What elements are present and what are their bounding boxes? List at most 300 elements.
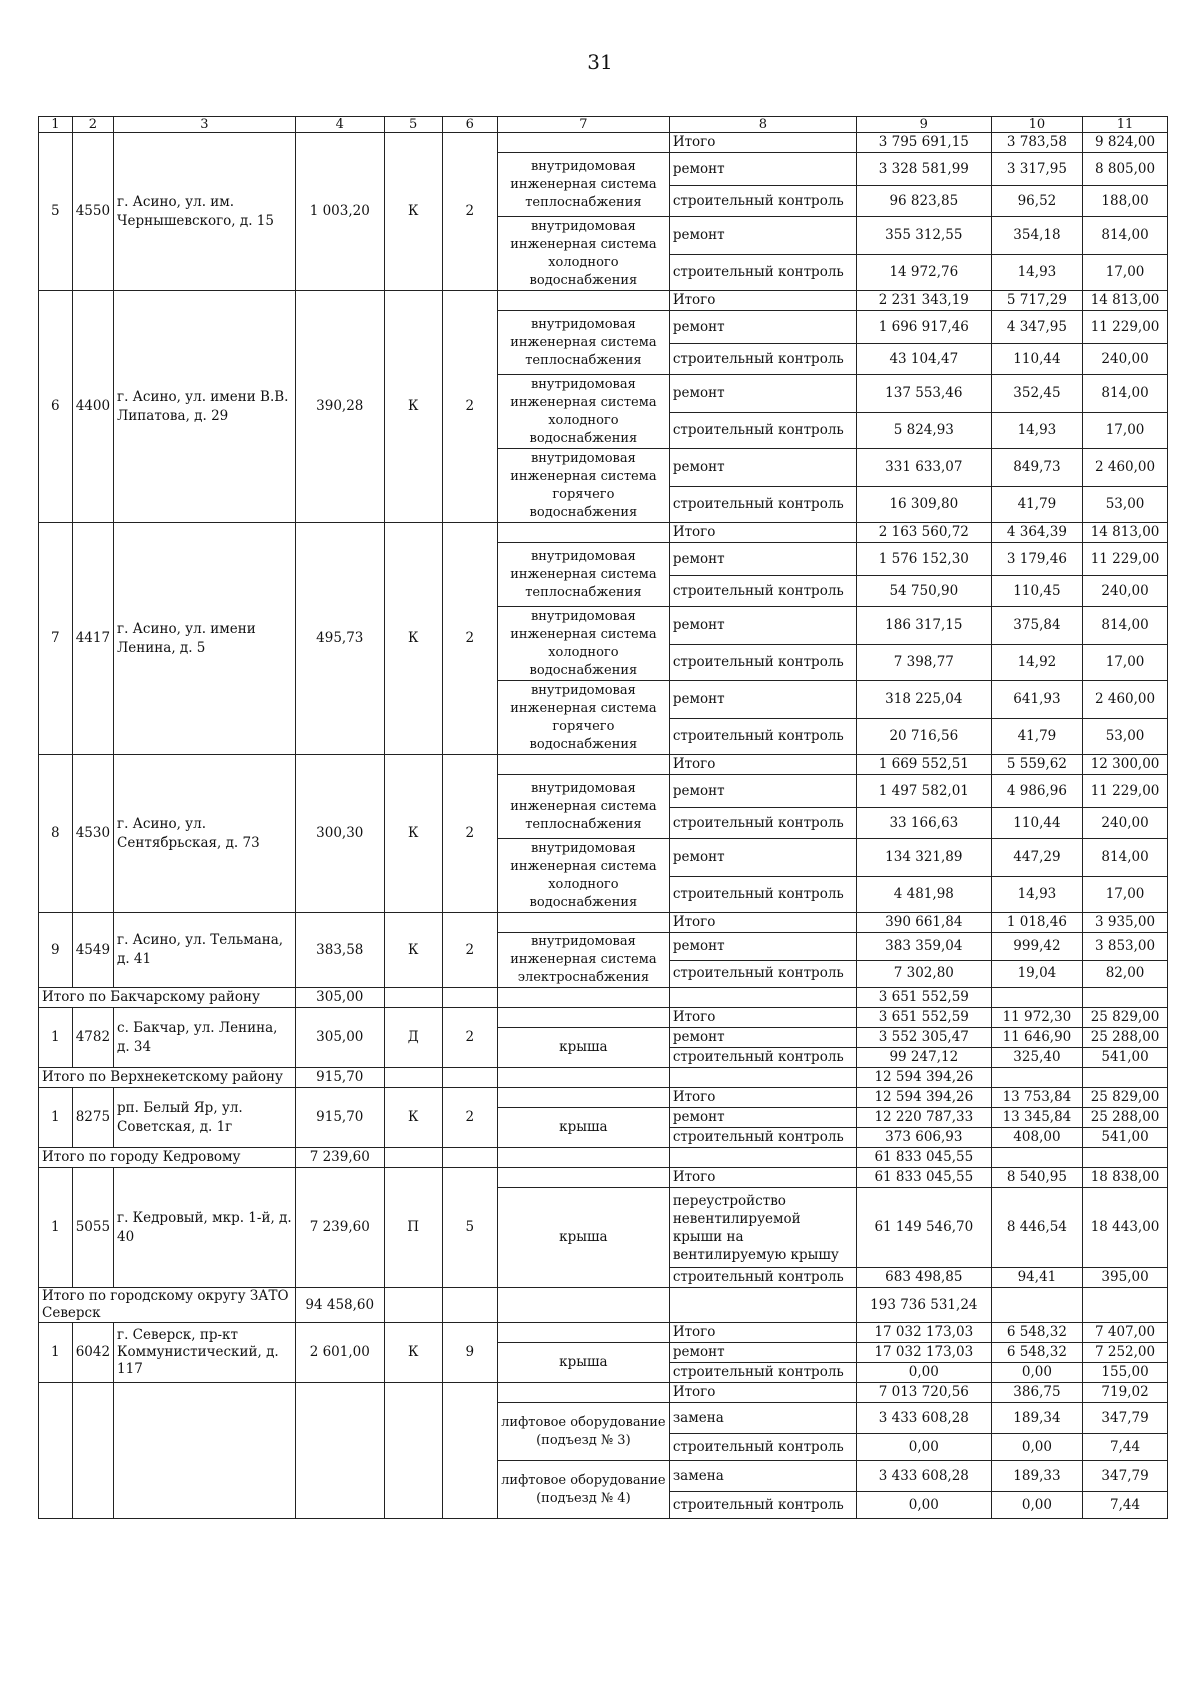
item-label: Итого [669,913,856,933]
table-cell [1083,1288,1168,1323]
item-label: ремонт [669,681,856,719]
limit-cost-cell: 3 935,00 [1083,913,1168,933]
unit-cost-cell: 13 345,84 [991,1108,1082,1128]
item-label: строительный контроль [669,719,856,755]
limit-cost-cell: 541,00 [1083,1048,1168,1068]
unit-cost-cell: 14,93 [991,413,1082,449]
house-area: 495,73 [295,523,384,755]
unit-cost-cell: 110,45 [991,576,1082,607]
house-type: К [384,913,442,988]
work-type-cell: внутридомовая инженерная система холодного водоснабжения [497,607,669,681]
limit-cost-cell: 25 288,00 [1083,1108,1168,1128]
house-total-row [39,133,1168,153]
unit-cost-cell: 8 446,54 [991,1188,1082,1268]
house-address: г. Асино, ул. Сентябрьская, д. 73 [114,755,296,913]
house-area: 1 003,20 [295,133,384,291]
item-label: Итого [669,1168,856,1188]
column-number: 4 [295,117,384,133]
row-number: 1 [39,1008,73,1068]
amount-cell: 331 633,07 [856,449,991,487]
table-cell [991,1288,1082,1323]
column-number: 7 [497,117,669,133]
unit-cost-cell: 110,44 [991,808,1082,839]
column-number-row [39,117,1168,133]
house-type: К [384,133,442,291]
house-total-row [39,291,1168,311]
unit-cost-cell: 375,84 [991,607,1082,645]
house-type: К [384,755,442,913]
work-type-cell [497,291,669,311]
house-code: 4550 [72,133,113,291]
limit-cost-cell: 7 252,00 [1083,1343,1168,1363]
amount-cell: 2 163 560,72 [856,523,991,543]
table-cell [497,1068,669,1088]
item-label: Итого [669,755,856,775]
item-label: Итого [669,133,856,153]
unit-cost-cell: 6 548,32 [991,1323,1082,1343]
column-number: 1 [39,117,73,133]
item-label: строительный контроль [669,645,856,681]
work-type-cell [497,1323,669,1343]
amount-cell: 134 321,89 [856,839,991,877]
table-cell [384,988,442,1008]
limit-cost-cell: 719,02 [1083,1383,1168,1403]
item-label: Итого [669,1008,856,1028]
unit-cost-cell: 11 646,90 [991,1028,1082,1048]
unit-cost-cell: 14,93 [991,255,1082,291]
item-label: замена [669,1461,856,1492]
house-code: 4400 [72,291,113,523]
limit-cost-cell: 188,00 [1083,186,1168,217]
unit-cost-cell: 14,93 [991,877,1082,913]
limit-cost-cell: 11 229,00 [1083,311,1168,344]
amount-cell: 3 651 552,59 [856,1008,991,1028]
house-type: К [384,291,442,523]
house-area: 383,58 [295,913,384,988]
house-total-row [39,1323,1168,1343]
district-sum: 193 736 531,24 [856,1288,991,1323]
row-number: 8 [39,755,73,913]
limit-cost-cell: 3 853,00 [1083,933,1168,961]
amount-cell: 3 552 305,47 [856,1028,991,1048]
table-cell [442,1288,497,1323]
unit-cost-cell: 0,00 [991,1363,1082,1383]
unit-cost-cell: 5 559,62 [991,755,1082,775]
unit-cost-cell: 5 717,29 [991,291,1082,311]
amount-cell: 96 823,85 [856,186,991,217]
limit-cost-cell: 814,00 [1083,839,1168,877]
table-cell [497,1288,669,1323]
amount-cell: 2 231 343,19 [856,291,991,311]
empty-cell [295,1383,384,1519]
item-label: ремонт [669,775,856,808]
unit-cost-cell: 189,33 [991,1461,1082,1492]
house-total-row [39,1088,1168,1108]
amount-cell: 0,00 [856,1363,991,1383]
house-area: 390,28 [295,291,384,523]
district-total-row [39,988,1168,1008]
item-label: ремонт [669,839,856,877]
unit-cost-cell: 4 364,39 [991,523,1082,543]
district-area: 915,70 [295,1068,384,1088]
item-label: Итого [669,291,856,311]
amount-cell: 12 594 394,26 [856,1088,991,1108]
item-label: строительный контроль [669,1128,856,1148]
limit-cost-cell: 240,00 [1083,808,1168,839]
item-label: строительный контроль [669,1268,856,1288]
column-number: 11 [1083,117,1168,133]
item-label: Итого [669,523,856,543]
unit-cost-cell: 4 986,96 [991,775,1082,808]
house-floors: 2 [442,1088,497,1148]
house-total-row [39,1168,1168,1188]
item-label: строительный контроль [669,808,856,839]
unit-cost-cell: 6 548,32 [991,1343,1082,1363]
amount-cell: 99 247,12 [856,1048,991,1068]
item-label: ремонт [669,1108,856,1128]
district-area: 7 239,60 [295,1148,384,1168]
unit-cost-cell: 3 179,46 [991,543,1082,576]
limit-cost-cell: 14 813,00 [1083,523,1168,543]
district-total-row [39,1288,1168,1323]
work-type-cell: внутридомовая инженерная система холодного водоснабжения [497,217,669,291]
amount-cell: 5 824,93 [856,413,991,449]
amount-cell: 0,00 [856,1434,991,1461]
item-label: ремонт [669,543,856,576]
limit-cost-cell: 25 829,00 [1083,1088,1168,1108]
house-address: с. Бакчар, ул. Ленина, д. 34 [114,1008,296,1068]
item-label: ремонт [669,1028,856,1048]
item-label: строительный контроль [669,1434,856,1461]
limit-cost-cell: 7,44 [1083,1434,1168,1461]
limit-cost-cell: 8 805,00 [1083,153,1168,186]
work-type-cell [497,1383,669,1403]
work-type-cell [497,755,669,775]
table-cell [1083,1148,1168,1168]
district-total-row [39,1068,1168,1088]
item-label: ремонт [669,607,856,645]
amount-cell: 61 833 045,55 [856,1168,991,1188]
unit-cost-cell: 14,92 [991,645,1082,681]
house-address: г. Северск, пр-кт Коммунистический, д. 117 [114,1323,296,1383]
item-label: Итого [669,1383,856,1403]
row-number: 9 [39,913,73,988]
house-address: г. Асино, ул. имени В.В. Липатова, д. 29 [114,291,296,523]
work-type-cell [497,1008,669,1028]
limit-cost-cell: 240,00 [1083,576,1168,607]
amount-cell: 3 433 608,28 [856,1461,991,1492]
item-label: строительный контроль [669,344,856,375]
work-type-cell: внутридомовая инженерная система теплоснабжения [497,311,669,375]
limit-cost-cell: 25 829,00 [1083,1008,1168,1028]
district-title: Итого по Бакчарскому району [39,988,296,1008]
work-type-cell: крыша [497,1108,669,1148]
work-type-cell [497,133,669,153]
limit-cost-cell: 7 407,00 [1083,1323,1168,1343]
house-address: г. Асино, ул. Тельмана, д. 41 [114,913,296,988]
amount-cell: 318 225,04 [856,681,991,719]
table-cell [991,988,1082,1008]
house-code: 6042 [72,1323,113,1383]
limit-cost-cell: 14 813,00 [1083,291,1168,311]
amount-cell: 4 481,98 [856,877,991,913]
amount-cell: 137 553,46 [856,375,991,413]
district-total-row [39,1148,1168,1168]
row-number: 1 [39,1323,73,1383]
limit-cost-cell: 155,00 [1083,1363,1168,1383]
limit-cost-cell: 17,00 [1083,413,1168,449]
amount-cell: 683 498,85 [856,1268,991,1288]
amount-cell: 186 317,15 [856,607,991,645]
amount-cell: 61 149 546,70 [856,1188,991,1268]
work-type-cell: лифтовое оборудование (подъезд № 3) [497,1403,669,1461]
limit-cost-cell: 814,00 [1083,607,1168,645]
amount-cell: 3 328 581,99 [856,153,991,186]
house-code: 4530 [72,755,113,913]
unit-cost-cell: 4 347,95 [991,311,1082,344]
limit-cost-cell: 9 824,00 [1083,133,1168,153]
work-type-cell: крыша [497,1343,669,1383]
limit-cost-cell: 17,00 [1083,255,1168,291]
item-label: ремонт [669,933,856,961]
work-type-cell [497,1088,669,1108]
work-type-cell: внутридомовая инженерная система теплоснабжения [497,543,669,607]
amount-cell: 1 497 582,01 [856,775,991,808]
capital-repair-table [38,116,1168,1519]
unit-cost-cell: 11 972,30 [991,1008,1082,1028]
item-label: строительный контроль [669,1048,856,1068]
column-number: 8 [669,117,856,133]
limit-cost-cell: 17,00 [1083,645,1168,681]
house-area: 7 239,60 [295,1168,384,1288]
work-type-cell: внутридомовая инженерная система холодного водоснабжения [497,375,669,449]
work-type-cell: крыша [497,1188,669,1288]
limit-cost-cell: 395,00 [1083,1268,1168,1288]
table-cell [384,1148,442,1168]
limit-cost-cell: 541,00 [1083,1128,1168,1148]
unit-cost-cell: 1 018,46 [991,913,1082,933]
item-label: ремонт [669,153,856,186]
amount-cell: 7 013 720,56 [856,1383,991,1403]
table-cell [991,1068,1082,1088]
table-cell [669,988,856,1008]
house-area: 915,70 [295,1088,384,1148]
work-type-cell: внутридомовая инженерная система холодного водоснабжения [497,839,669,913]
item-label: строительный контроль [669,413,856,449]
limit-cost-cell: 2 460,00 [1083,449,1168,487]
work-type-cell [497,913,669,933]
unit-cost-cell: 189,34 [991,1403,1082,1434]
table-cell [442,1068,497,1088]
amount-cell: 16 309,80 [856,487,991,523]
work-type-cell: внутридомовая инженерная система теплоснабжения [497,153,669,217]
district-area: 305,00 [295,988,384,1008]
empty-cell [72,1383,113,1519]
house-address: г. Асино, ул. имени Ленина, д. 5 [114,523,296,755]
limit-cost-cell: 53,00 [1083,487,1168,523]
work-type-cell [497,1168,669,1188]
unit-cost-cell: 386,75 [991,1383,1082,1403]
table-cell [669,1068,856,1088]
amount-cell: 7 302,80 [856,960,991,988]
item-label: ремонт [669,311,856,344]
amount-cell: 3 795 691,15 [856,133,991,153]
table-cell [1083,988,1168,1008]
row-number: 7 [39,523,73,755]
house-floors: 2 [442,913,497,988]
house-code: 4417 [72,523,113,755]
amount-cell: 43 104,47 [856,344,991,375]
amount-cell: 14 972,76 [856,255,991,291]
unit-cost-cell: 94,41 [991,1268,1082,1288]
empty-cell [114,1383,296,1519]
district-title: Итого по городскому округу ЗАТО Северск [39,1288,296,1323]
row-number: 5 [39,133,73,291]
house-type: К [384,1323,442,1383]
amount-cell: 1 696 917,46 [856,311,991,344]
item-label: ремонт [669,449,856,487]
item-label: замена [669,1403,856,1434]
column-number: 6 [442,117,497,133]
column-number: 3 [114,117,296,133]
amount-cell: 17 032 173,03 [856,1343,991,1363]
house-type: Д [384,1008,442,1068]
unit-cost-cell: 110,44 [991,344,1082,375]
item-label: строительный контроль [669,576,856,607]
table-cell [384,1068,442,1088]
table-cell [442,988,497,1008]
limit-cost-cell: 2 460,00 [1083,681,1168,719]
unit-cost-cell: 0,00 [991,1492,1082,1519]
item-label: строительный контроль [669,186,856,217]
house-type: К [384,523,442,755]
table-cell [669,1148,856,1168]
unit-cost-cell: 447,29 [991,839,1082,877]
amount-cell: 1 669 552,51 [856,755,991,775]
district-title: Итого по городу Кедровому [39,1148,296,1168]
empty-cell [442,1383,497,1519]
house-floors: 2 [442,133,497,291]
amount-cell: 7 398,77 [856,645,991,681]
row-number: 1 [39,1088,73,1148]
house-area: 305,00 [295,1008,384,1068]
house-floors: 5 [442,1168,497,1288]
work-type-cell: лифтовое оборудование (подъезд № 4) [497,1461,669,1519]
amount-cell: 33 166,63 [856,808,991,839]
house-address: г. Кедровый, мкр. 1-й, д. 40 [114,1168,296,1288]
house-area: 2 601,00 [295,1323,384,1383]
empty-cell [39,1383,73,1519]
amount-cell: 373 606,93 [856,1128,991,1148]
limit-cost-cell: 11 229,00 [1083,543,1168,576]
table-cell [497,1148,669,1168]
unit-cost-cell: 19,04 [991,960,1082,988]
item-label: строительный контроль [669,877,856,913]
unit-cost-cell: 41,79 [991,487,1082,523]
work-type-cell: крыша [497,1028,669,1068]
house-floors: 9 [442,1323,497,1383]
item-label: строительный контроль [669,1363,856,1383]
limit-cost-cell: 12 300,00 [1083,755,1168,775]
amount-cell: 1 576 152,30 [856,543,991,576]
house-total-row [39,755,1168,775]
limit-cost-cell: 814,00 [1083,217,1168,255]
limit-cost-cell: 82,00 [1083,960,1168,988]
amount-cell: 3 433 608,28 [856,1403,991,1434]
district-sum: 12 594 394,26 [856,1068,991,1088]
limit-cost-cell: 7,44 [1083,1492,1168,1519]
limit-cost-cell: 53,00 [1083,719,1168,755]
column-number: 5 [384,117,442,133]
unit-cost-cell: 96,52 [991,186,1082,217]
limit-cost-cell: 814,00 [1083,375,1168,413]
limit-cost-cell: 25 288,00 [1083,1028,1168,1048]
house-total-row [39,523,1168,543]
table-cell [384,1288,442,1323]
limit-cost-cell: 18 838,00 [1083,1168,1168,1188]
unit-cost-cell: 3 317,95 [991,153,1082,186]
amount-cell: 383 359,04 [856,933,991,961]
column-number: 9 [856,117,991,133]
house-total-row [39,913,1168,933]
district-area: 94 458,60 [295,1288,384,1323]
amount-cell: 0,00 [856,1492,991,1519]
row-number: 6 [39,291,73,523]
item-label: ремонт [669,1343,856,1363]
district-title: Итого по Верхнекетскому району [39,1068,296,1088]
unit-cost-cell: 3 783,58 [991,133,1082,153]
item-label: ремонт [669,375,856,413]
unit-cost-cell: 325,40 [991,1048,1082,1068]
table-cell [497,988,669,1008]
unit-cost-cell: 13 753,84 [991,1088,1082,1108]
limit-cost-cell: 347,79 [1083,1461,1168,1492]
amount-cell: 12 220 787,33 [856,1108,991,1128]
house-code: 5055 [72,1168,113,1288]
amount-cell: 54 750,90 [856,576,991,607]
unit-cost-cell: 849,73 [991,449,1082,487]
item-label: строительный контроль [669,1492,856,1519]
house-total-row [39,1383,1168,1403]
limit-cost-cell: 347,79 [1083,1403,1168,1434]
house-code: 4549 [72,913,113,988]
row-number: 1 [39,1168,73,1288]
amount-cell: 17 032 173,03 [856,1323,991,1343]
work-type-cell [497,523,669,543]
unit-cost-cell: 0,00 [991,1434,1082,1461]
work-type-cell: внутридомовая инженерная система электроснабжения [497,933,669,988]
house-floors: 2 [442,523,497,755]
amount-cell: 355 312,55 [856,217,991,255]
unit-cost-cell: 408,00 [991,1128,1082,1148]
house-address: рп. Белый Яр, ул. Советская, д. 1г [114,1088,296,1148]
limit-cost-cell: 11 229,00 [1083,775,1168,808]
unit-cost-cell: 352,45 [991,375,1082,413]
column-number: 10 [991,117,1082,133]
unit-cost-cell: 8 540,95 [991,1168,1082,1188]
work-type-cell: внутридомовая инженерная система теплоснабжения [497,775,669,839]
table-body [39,117,1168,1519]
page-number: 31 [587,50,613,74]
limit-cost-cell: 18 443,00 [1083,1188,1168,1268]
item-label: ремонт [669,217,856,255]
work-type-cell: внутридомовая инженерная система горячего водоснабжения [497,449,669,523]
item-label: строительный контроль [669,960,856,988]
unit-cost-cell: 41,79 [991,719,1082,755]
item-label: Итого [669,1323,856,1343]
unit-cost-cell: 641,93 [991,681,1082,719]
house-floors: 2 [442,755,497,913]
